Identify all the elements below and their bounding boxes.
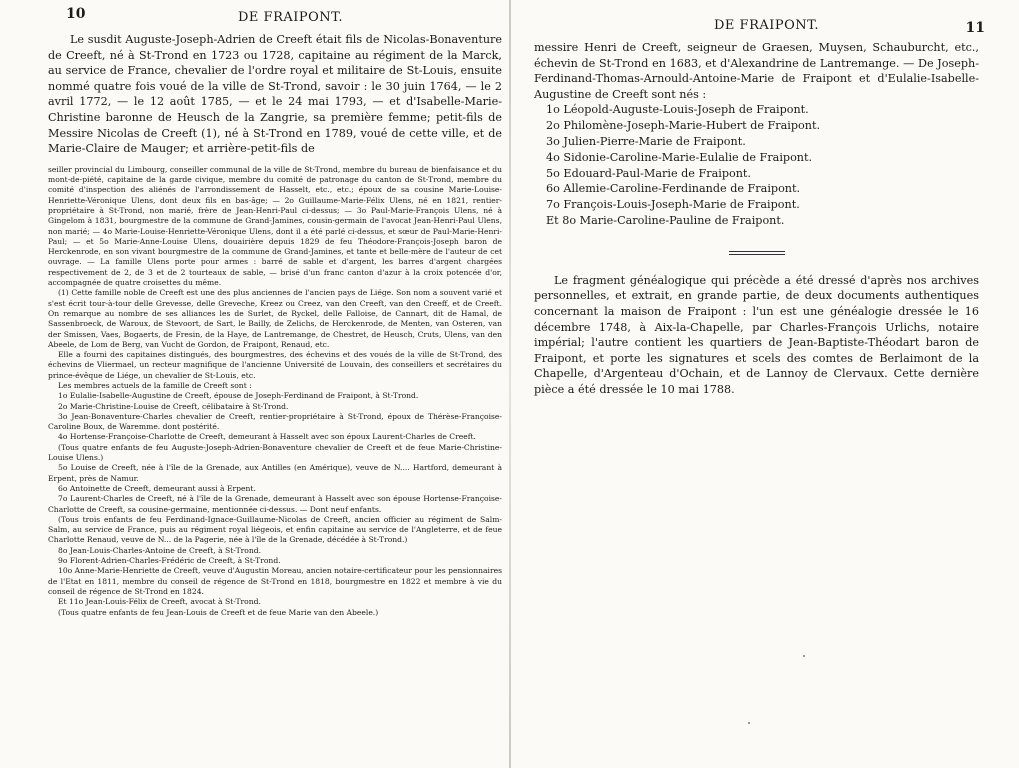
intro-paragraph: messire Henri de Creeft, seigneur de Graesen, Muysen, Schauburcht, etc., échevin de St-Trond en 1683, et d'Alexandrine de Lantremange. — De Joseph-Ferdinand-Thomas-Arnould-Antoine-Marie de Fraipont et d'Eulalie-Isabelle-Augustine de Creeft sont nés :: [534, 41, 979, 101]
list-item: 7o Laurent-Charles de Creeft, né à l'île de la Grenade, demeurant à Hasselt avec son épouse Hortense-Françoise-Charlotte de Creeft, sa cousine-germaine, mentionnée ci-dessus. — Dont neuf enfants.: [48, 494, 502, 514]
list-item: 10o Anne-Marie-Henriette de Creeft, veuve d'Augustin Moreau, ancien notaire-certificateur pour les pensionnaires de l'Etat en 1811, membre du conseil de régence de St-Trond en 1818, bourgmestre en 1822 et membre à vie du conseil de régence de St-Trond en 1824.: [48, 566, 502, 596]
members-intro: Les membres actuels de la famille de Creeft sont :: [58, 380, 252, 390]
list-item: 5o Louise de Creeft, née à l'île de la Grenade, aux Antilles (en Amérique), veuve de N.... Hartford, demeurant à Erpent, près de Namur.: [48, 463, 502, 483]
right-page: [512, 0, 1019, 768]
left-footnotes: [48, 165, 502, 618]
main-paragraph: Le susdit Auguste-Joseph-Adrien de Creeft était fils de Nicolas-Bonaventure de Creeft, né à St-Trond en 1723 ou 1728, capitaine au régiment de la Marck, au service de France, chevalier de l'ordre royal et militaire de St-Louis, ensuite nommé quatre fois voué de la ville de St-Trond, savoir : le 30 juin 1764, — le 2 avril 1772, — le 12 août 1785, — et le 24 mai 1793, — et d'Isabelle-Marie-Christine baronne de Heusch de la Zangrie, sa première femme; petit-fils de Messire Nicolas de Creeft (1), né à St-Trond en 1789, voué de cette ville, et de Marie-Claire de Mauger; et arrière-petit-fils de: [48, 33, 502, 156]
list-item: Et 11o Jean-Louis-Félix de Creeft, avocat à St-Trond.: [58, 597, 261, 607]
list-item: 4o Hortense-Françoise-Charlotte de Creeft, demeurant à Hasselt avec son époux Laurent-Charles de Creeft.: [58, 432, 476, 442]
list-item: 3o Julien-Pierre-Marie de Fraipont.: [546, 134, 746, 148]
list-item: Et 8o Marie-Caroline-Pauline de Fraipont.: [546, 213, 785, 227]
right-running-head: [534, 14, 985, 40]
list-item: 6o Allemie-Caroline-Ferdinande de Fraipont.: [546, 182, 801, 196]
children-list: [546, 102, 979, 228]
right-page-number: 11: [965, 20, 985, 36]
list-item: (Tous quatre enfants de feu Jean-Louis de Creeft et de feue Marie van den Abeele.): [58, 607, 379, 617]
list-item: 6o Antoinette de Creeft, demeurant aussi à Erpent.: [58, 483, 256, 493]
closing-paragraph: Le fragment généalogique qui précède a été dressé d'après nos archives personnelles, et extrait, en grande partie, de deux documents authentiques concernant la maison de Fraipont : l'un est une généalogie dressée le 16 décembre 1748, à Aix-la-Chapelle, par Charles-François Urlichs, notaire impérial; l'autre contient les quartiers de Jean-Baptiste-Théodart baron de Fraipont, et porte les signatures et scels des comtes de Berlaimont de la Chapelle, d'Argenteau d'Ochain, et de Lannoy de Clervaux. Cette dernière pièce a été dressée le 10 mai 1788.: [534, 273, 979, 396]
list-item: 7o François-Louis-Joseph-Marie de Fraipont.: [546, 198, 800, 212]
footnote-continuation: seiller provincial du Limbourg, conseiller communal de la ville de St-Trond, membre du bureau de bienfaisance et du mont-de-piété, capitaine de la garde civique, membre du comité de patronage du canton de St-Trond, membre du comité d'inspection des aliénés de l'arrondissement de Hasselt, etc., etc.; époux de sa cousine Marie-Louise-Henriette-Véronique Ulens, dont deux fils en bas-âge; — 2o Guillaume-Marie-Félix Ulens, né en 1821, rentier-propriétaire à St-Trond, non marié, frère de Jean-Henri-Paul ci-dessus; — 3o Paul-Marie-François Ulens, né à Gingelom à 1831, bourgmestre de la commune de Grand-Jamines, cousin-germain de l'avocat Jean-Henri-Paul Ulens, non marié; — 4o Marie-Louise-Henriette-Véronique Ulens, dont il a été parlé ci-dessus, et sœur de Paul-Marie-Henri-Paul; — et 5o Marie-Anne-Louise Ulens, douairière depuis 1829 de feu Théodore-François-Joseph baron de Herckenrode, en son vivant bourgmestre de la commune de Grand-Jamines, et tante et belle-mère de l'auteur de cet ouvrage. — La famille Ulens porte pour armes : barré de sable et d'argent, les barres d'argent chargées respectivement de 2, de 3 et de 2 tourteaux de sable, — brisé d'un franc canton d'azur à la croix potencée d'or, accompagnée de quatre croisettes du même.: [48, 164, 502, 288]
list-item: (Tous quatre enfants de feu Auguste-Joseph-Adrien-Bonaventure chevalier de Creeft et de feue Marie-Christine-Louise Ulens.): [48, 442, 502, 463]
list-item: 1o Eulalie-Isabelle-Augustine de Creeft, épouse de Joseph-Ferdinand de Fraipont, à St-Trond.: [58, 391, 419, 401]
list-item: 5o Edouard-Paul-Marie de Fraipont.: [546, 166, 751, 180]
footnote-paragraph: Elle a fourni des capitaines distingués, des bourgmestres, des échevins et des voués de la ville de St-Trond, des échevins de Vliermael, un recteur magnifique de l'ancienne Université de Louvain, des conseillers et secrétaires du prince-évêque de Liége, un chevalier de St-Louis, etc.: [48, 350, 502, 380]
left-main-text: [48, 32, 502, 157]
right-running-title: DE FRAIPONT.: [714, 18, 820, 33]
list-item: 4o Sidonie-Caroline-Marie-Eulalie de Fraipont.: [546, 150, 813, 164]
right-intro-text: [534, 40, 979, 102]
paper-speck: [803, 655, 805, 657]
book-spine: [509, 0, 511, 768]
members-list: [48, 391, 502, 618]
list-item: (Tous trois enfants de feu Ferdinand-Ignace-Guillaume-Nicolas de Creeft, ancien officier au régiment de Salm-Salm, au service de France, puis au régiment royal liégeois, et enfin capitaine au service de l'Angleterre, et de feue Charlotte Renaud, veuve de N... de la Pagerie, née à l'île de la Grenade, décédée à St-Trond.): [48, 514, 502, 545]
list-item: 2o Philomène-Joseph-Marie-Hubert de Fraipont.: [546, 119, 821, 133]
footnote-1: (1) Cette famille noble de Creeft est une des plus anciennes de l'ancien pays de Liége. Son nom a souvent varié et s'est écrit tour-à-tour delle Grevesse, delle Greveche, Kreez ou Creez, van den Creeft, van den Creeff, et de Creeft. On remarque au nombre de ses alliances les de Surlet, de Ryckel, delle Falloise, de Cannart, dit de Hamal, de Sassenbroeck, de Waroux, de Stevoort, de Sart, le Bailly, de Zelichs, de Herckenrode, de Menten, van Osteren, van der Smissen, Vaes, Bogaerts, de Fresin, de la Haye, de Lantremange, de Chestret, de Heusch, Cruts, Ulens, van den Abeele, de Lom de Berg, van Vucht de Gordon, de Fraipont, Renaud, etc.: [48, 288, 502, 349]
list-item: 8o Jean-Louis-Charles-Antoine de Creeft, à St-Trond.: [58, 545, 262, 555]
left-running-head: [48, 6, 502, 32]
list-item: 9o Florent-Adrien-Charles-Frédéric de Creeft, à St-Trond.: [58, 556, 281, 566]
left-page-number: 10: [66, 6, 86, 22]
paper-speck: [748, 722, 750, 724]
list-item: 3o Jean-Bonaventure-Charles chevalier de Creeft, rentier-propriétaire à St-Trond, époux de Thérèse-Françoise-Caroline Boux, de Waremme. dont postérité.: [48, 411, 502, 432]
left-running-title: DE FRAIPONT.: [238, 10, 344, 25]
list-item: 2o Marie-Christine-Louise de Creeft, célibataire à St-Trond.: [58, 401, 289, 411]
list-item: 1o Léopold-Auguste-Louis-Joseph de Fraipont.: [546, 103, 809, 117]
section-divider: [729, 251, 785, 255]
